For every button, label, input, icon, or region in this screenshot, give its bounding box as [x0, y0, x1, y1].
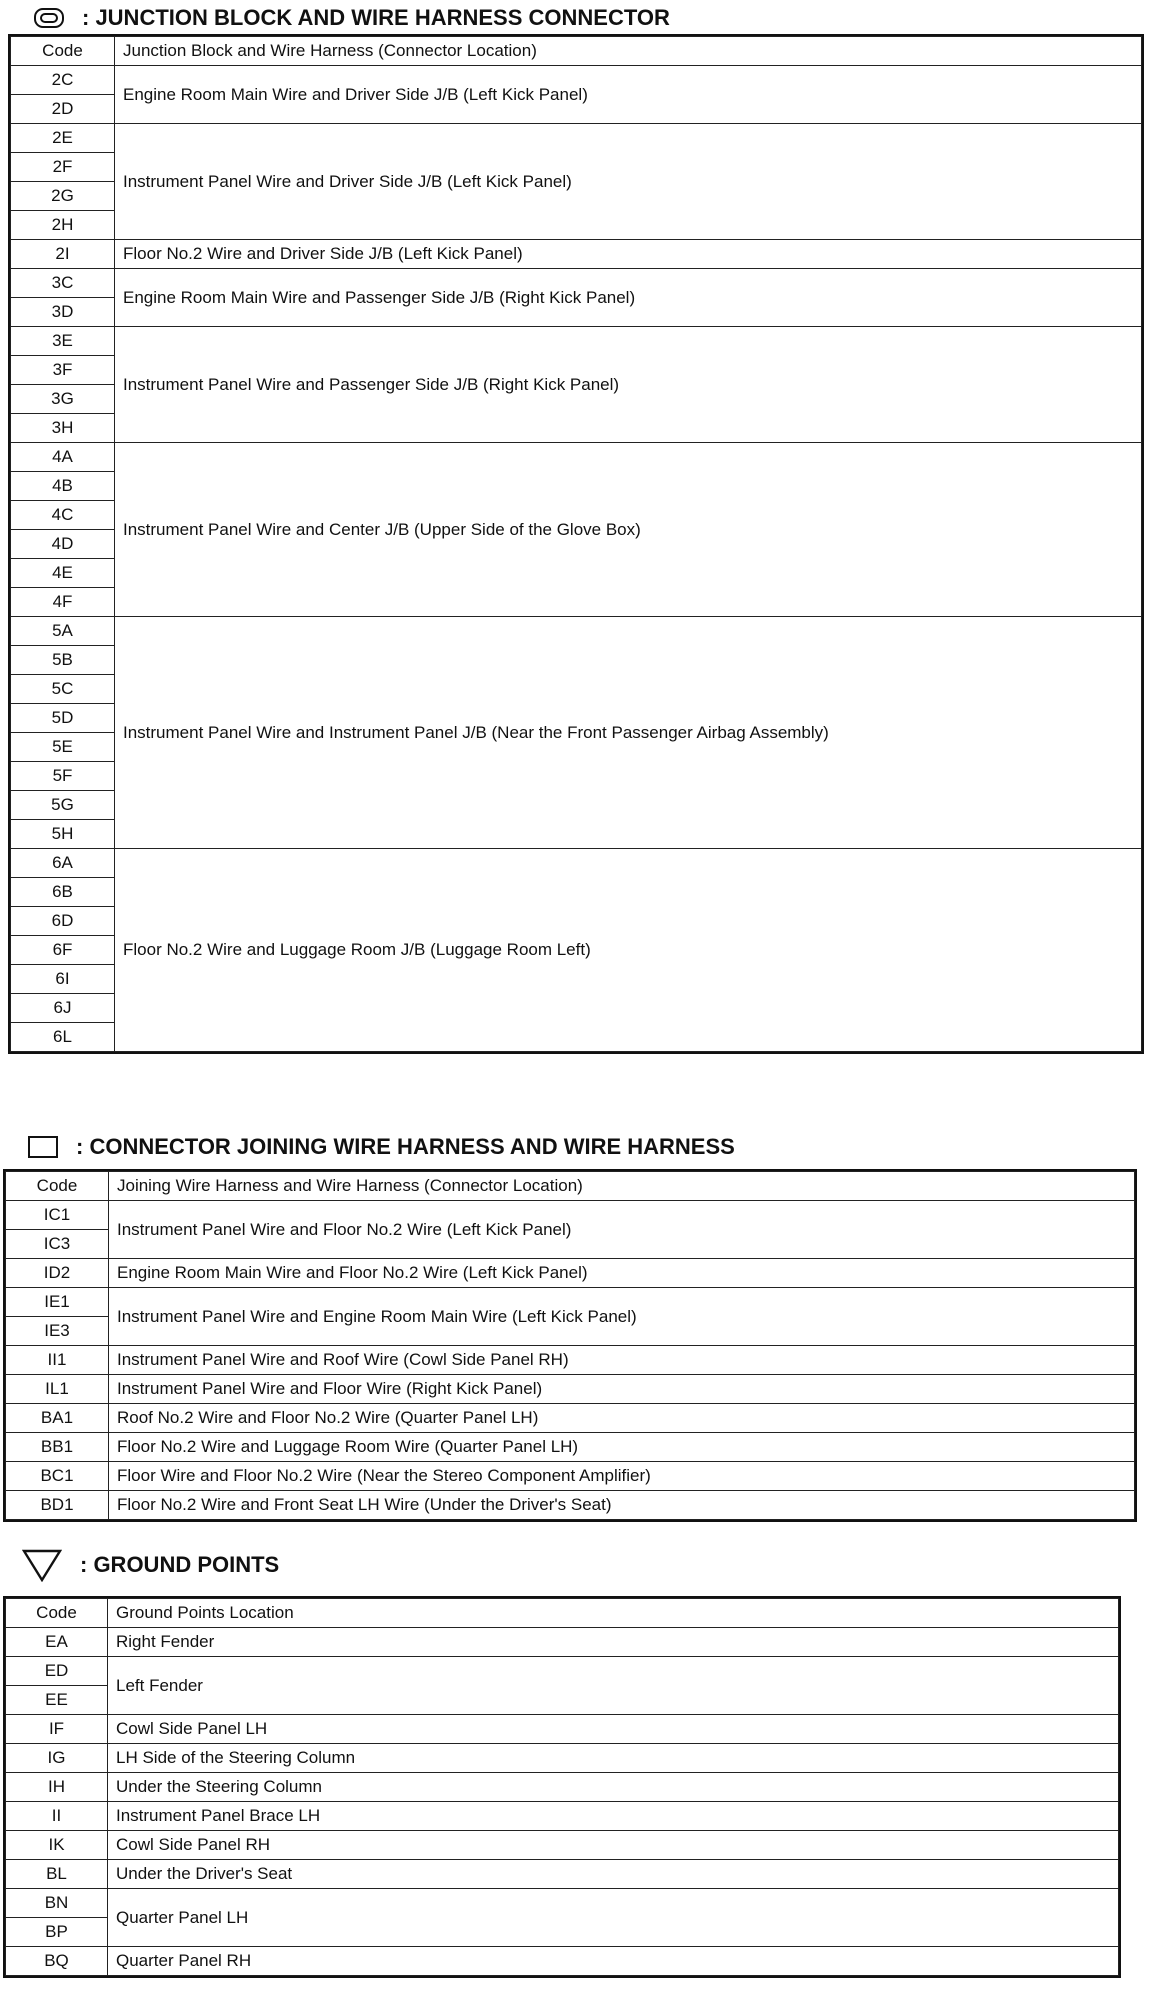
connector-icon: [28, 1136, 58, 1158]
code-cell: IF: [6, 1715, 108, 1744]
junction-table: [10, 36, 1142, 1052]
table-row: [6, 1259, 1135, 1288]
code-cell: 2I: [11, 240, 115, 269]
table-row: [6, 1491, 1135, 1520]
ground-section-title: : GROUND POINTS: [80, 1552, 280, 1577]
location-cell: Under the Steering Column: [108, 1773, 1119, 1802]
location-cell: Instrument Panel Wire and Center J/B (Upper Side of the Glove Box): [115, 443, 1142, 617]
location-column-header: Ground Points Location: [108, 1599, 1119, 1628]
code-cell: 6I: [11, 965, 115, 994]
location-column-header: Joining Wire Harness and Wire Harness (Connector Location): [109, 1172, 1135, 1201]
table-row: [6, 1831, 1119, 1860]
code-cell: 4F: [11, 588, 115, 617]
code-column-header: Code: [11, 37, 115, 66]
table-row: [6, 1462, 1135, 1491]
code-cell: 2C: [11, 66, 115, 95]
code-cell: IC3: [6, 1230, 109, 1259]
location-cell: Roof No.2 Wire and Floor No.2 Wire (Quarter Panel LH): [109, 1404, 1135, 1433]
code-cell: 5H: [11, 820, 115, 849]
location-cell: Floor No.2 Wire and Front Seat LH Wire (Under the Driver's Seat): [109, 1491, 1135, 1520]
location-cell: Left Fender: [108, 1657, 1119, 1715]
code-cell: 6L: [11, 1023, 115, 1052]
code-cell: 6B: [11, 878, 115, 907]
ground-triangle-icon: [22, 1548, 62, 1582]
code-cell: 3G: [11, 385, 115, 414]
table-row: [6, 1201, 1135, 1230]
code-column-header: Code: [6, 1599, 108, 1628]
location-cell: Floor No.2 Wire and Driver Side J/B (Left Kick Panel): [115, 240, 1142, 269]
code-cell: IE3: [6, 1317, 109, 1346]
table-row: [6, 1404, 1135, 1433]
location-cell: Engine Room Main Wire and Passenger Side J/B (Right Kick Panel): [115, 269, 1142, 327]
table-row: [6, 1773, 1119, 1802]
table-row: [6, 1715, 1119, 1744]
code-cell: BB1: [6, 1433, 109, 1462]
code-cell: 3C: [11, 269, 115, 298]
code-cell: ID2: [6, 1259, 109, 1288]
code-cell: 5D: [11, 704, 115, 733]
location-cell: Floor No.2 Wire and Luggage Room J/B (Luggage Room Left): [115, 849, 1142, 1052]
code-cell: BN: [6, 1889, 108, 1918]
table-row: [6, 1346, 1135, 1375]
table-row: [11, 617, 1142, 646]
code-cell: II1: [6, 1346, 109, 1375]
table-header-row: [11, 37, 1142, 66]
code-cell: BQ: [6, 1947, 108, 1976]
table-row: [11, 240, 1142, 269]
code-cell: EE: [6, 1686, 108, 1715]
location-cell: Instrument Panel Wire and Instrument Panel J/B (Near the Front Passenger Airbag Assembly): [115, 617, 1142, 849]
location-cell: Instrument Panel Wire and Engine Room Main Wire (Left Kick Panel): [109, 1288, 1135, 1346]
location-cell: Quarter Panel RH: [108, 1947, 1119, 1976]
table-row: [6, 1889, 1119, 1918]
code-cell: 6J: [11, 994, 115, 1023]
code-cell: IC1: [6, 1201, 109, 1230]
code-cell: 6F: [11, 936, 115, 965]
table-row: [6, 1947, 1119, 1976]
junction-section-title: : JUNCTION BLOCK AND WIRE HARNESS CONNECTOR: [82, 5, 670, 30]
ground-section-heading: [22, 1548, 279, 1582]
code-cell: II: [6, 1802, 108, 1831]
table-row: [6, 1657, 1119, 1686]
connector-section-title: : CONNECTOR JOINING WIRE HARNESS AND WIRE HARNESS: [76, 1134, 735, 1159]
code-cell: IE1: [6, 1288, 109, 1317]
code-cell: 2H: [11, 211, 115, 240]
code-cell: BP: [6, 1918, 108, 1947]
table-row: [11, 124, 1142, 153]
location-cell: LH Side of the Steering Column: [108, 1744, 1119, 1773]
table-row: [11, 269, 1142, 298]
code-cell: ED: [6, 1657, 108, 1686]
location-cell: Instrument Panel Wire and Passenger Side J/B (Right Kick Panel): [115, 327, 1142, 443]
location-cell: Quarter Panel LH: [108, 1889, 1119, 1947]
code-cell: IK: [6, 1831, 108, 1860]
connector-table: [5, 1171, 1135, 1520]
table-row: [6, 1860, 1119, 1889]
table-row: [6, 1375, 1135, 1404]
table-row: [6, 1802, 1119, 1831]
location-cell: Cowl Side Panel RH: [108, 1831, 1119, 1860]
code-cell: 2G: [11, 182, 115, 211]
junction-section-heading: [34, 5, 670, 31]
table-row: [11, 443, 1142, 472]
code-cell: 4E: [11, 559, 115, 588]
code-cell: 5G: [11, 791, 115, 820]
code-cell: 3F: [11, 356, 115, 385]
location-column-header: Junction Block and Wire Harness (Connector Location): [115, 37, 1142, 66]
table-row: [11, 327, 1142, 356]
location-cell: Engine Room Main Wire and Driver Side J/B (Left Kick Panel): [115, 66, 1142, 124]
table-header-row: [6, 1172, 1135, 1201]
table-row: [11, 66, 1142, 95]
table-row: [11, 849, 1142, 878]
code-cell: IG: [6, 1744, 108, 1773]
table-header-row: [6, 1599, 1119, 1628]
location-cell: Instrument Panel Wire and Roof Wire (Cowl Side Panel RH): [109, 1346, 1135, 1375]
location-cell: Engine Room Main Wire and Floor No.2 Wire (Left Kick Panel): [109, 1259, 1135, 1288]
code-cell: 4A: [11, 443, 115, 472]
location-cell: Instrument Panel Brace LH: [108, 1802, 1119, 1831]
code-cell: BC1: [6, 1462, 109, 1491]
table-row: [6, 1628, 1119, 1657]
junction-block-icon: [34, 8, 64, 28]
code-cell: IH: [6, 1773, 108, 1802]
location-cell: Cowl Side Panel LH: [108, 1715, 1119, 1744]
code-cell: EA: [6, 1628, 108, 1657]
location-cell: Instrument Panel Wire and Driver Side J/B (Left Kick Panel): [115, 124, 1142, 240]
code-cell: BD1: [6, 1491, 109, 1520]
code-cell: BL: [6, 1860, 108, 1889]
code-cell: 2F: [11, 153, 115, 182]
code-cell: 2D: [11, 95, 115, 124]
code-cell: 3E: [11, 327, 115, 356]
code-cell: 3D: [11, 298, 115, 327]
location-cell: Right Fender: [108, 1628, 1119, 1657]
connector-section-heading: [28, 1134, 735, 1160]
code-cell: 4B: [11, 472, 115, 501]
code-cell: 5E: [11, 733, 115, 762]
code-cell: 4C: [11, 501, 115, 530]
code-cell: 4D: [11, 530, 115, 559]
location-cell: Floor No.2 Wire and Luggage Room Wire (Quarter Panel LH): [109, 1433, 1135, 1462]
code-cell: 6A: [11, 849, 115, 878]
code-cell: 6D: [11, 907, 115, 936]
table-row: [6, 1288, 1135, 1317]
location-cell: Instrument Panel Wire and Floor No.2 Wire (Left Kick Panel): [109, 1201, 1135, 1259]
ground-table: [5, 1598, 1119, 1976]
code-cell: BA1: [6, 1404, 109, 1433]
location-cell: Under the Driver's Seat: [108, 1860, 1119, 1889]
code-cell: 2E: [11, 124, 115, 153]
code-cell: 3H: [11, 414, 115, 443]
code-column-header: Code: [6, 1172, 109, 1201]
table-row: [6, 1433, 1135, 1462]
table-row: [6, 1744, 1119, 1773]
code-cell: IL1: [6, 1375, 109, 1404]
location-cell: Floor Wire and Floor No.2 Wire (Near the Stereo Component Amplifier): [109, 1462, 1135, 1491]
code-cell: 5B: [11, 646, 115, 675]
code-cell: 5A: [11, 617, 115, 646]
code-cell: 5C: [11, 675, 115, 704]
location-cell: Instrument Panel Wire and Floor Wire (Right Kick Panel): [109, 1375, 1135, 1404]
code-cell: 5F: [11, 762, 115, 791]
